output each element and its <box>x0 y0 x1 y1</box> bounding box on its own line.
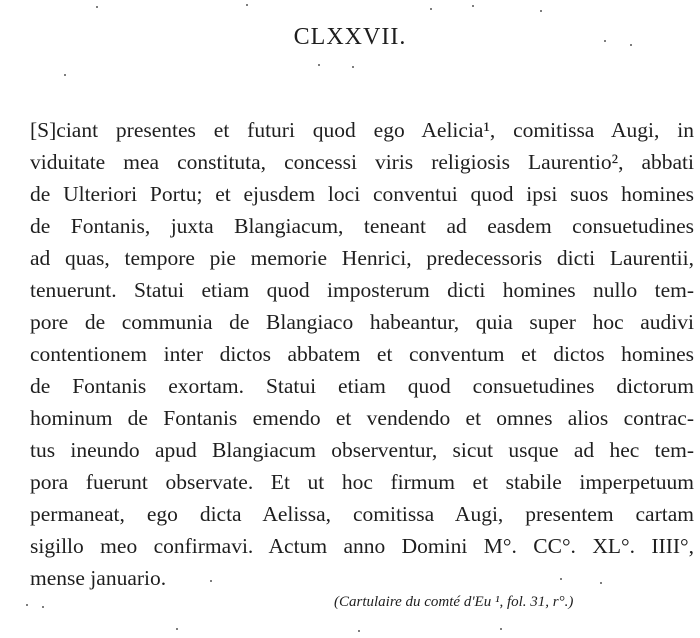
scan-speck <box>604 40 606 42</box>
text-line-13: permaneat, ego dicta Aelissa, comitissa Augi, presentem cartam <box>30 502 694 526</box>
text-line-7: pore de communia de Blangiaco habeantur, quia super hoc audivi <box>30 310 694 334</box>
scan-speck <box>96 6 98 8</box>
scan-speck <box>500 628 502 630</box>
scan-speck <box>540 10 542 12</box>
scan-speck <box>560 578 562 580</box>
text-line-9: de Fontanis exortam. Statui etiam quod consuetudines dictorum <box>30 374 694 398</box>
scan-speck <box>352 66 354 68</box>
text-line-2: viduitate mea constituta, concessi viris religiosis Laurentio², abbati <box>30 150 694 174</box>
scan-speck <box>42 606 44 608</box>
scan-speck <box>472 5 474 7</box>
scan-speck <box>210 580 212 582</box>
text-line-4: de Fontanis, juxta Blangiacum, teneant ad easdem consuetudines <box>30 214 694 238</box>
scan-speck <box>318 64 320 66</box>
scan-speck <box>64 74 66 76</box>
text-line-3: de Ulteriori Portu; et ejusdem loci conventui quod ipsi suos homines <box>30 182 694 206</box>
scan-speck <box>246 4 248 6</box>
text-line-5: ad quas, tempore pie memorie Henrici, predecessoris dicti Laurentii, <box>30 246 694 270</box>
text-line-1: [S]ciant presentes et futuri quod ego Aelicia¹, comitissa Augi, in <box>30 118 694 142</box>
scan-speck <box>358 630 360 632</box>
source-citation: (Cartulaire du comté d'Eu ¹, fol. 31, r°.) <box>334 594 574 610</box>
text-line-15: mense januario. <box>30 566 167 590</box>
scan-speck <box>26 604 28 606</box>
text-line-11: tus ineundo apud Blangiacum observentur, sicut usque ad hec tem- <box>30 438 694 462</box>
scan-speck <box>176 628 178 630</box>
text-line-12: pora fuerunt observate. Et ut hoc firmum et stabile imperpetuum <box>30 470 694 494</box>
text-line-8: contentionem inter dictos abbatem et conventum et dictos homines <box>30 342 694 366</box>
text-line-14: sigillo meo confirmavi. Actum anno Domini M°. CC°. XL°. IIII°, <box>30 534 694 558</box>
scan-speck <box>630 44 632 46</box>
text-line-6: tenuerunt. Statui etiam quod imposterum dicti homines nullo tem- <box>30 278 694 302</box>
scan-speck <box>600 582 602 584</box>
scan-speck <box>430 8 432 10</box>
charter-number-heading: CLXXVII. <box>293 24 407 50</box>
text-line-10: hominum de Fontanis emendo et vendendo et omnes alios contrac- <box>30 406 694 430</box>
